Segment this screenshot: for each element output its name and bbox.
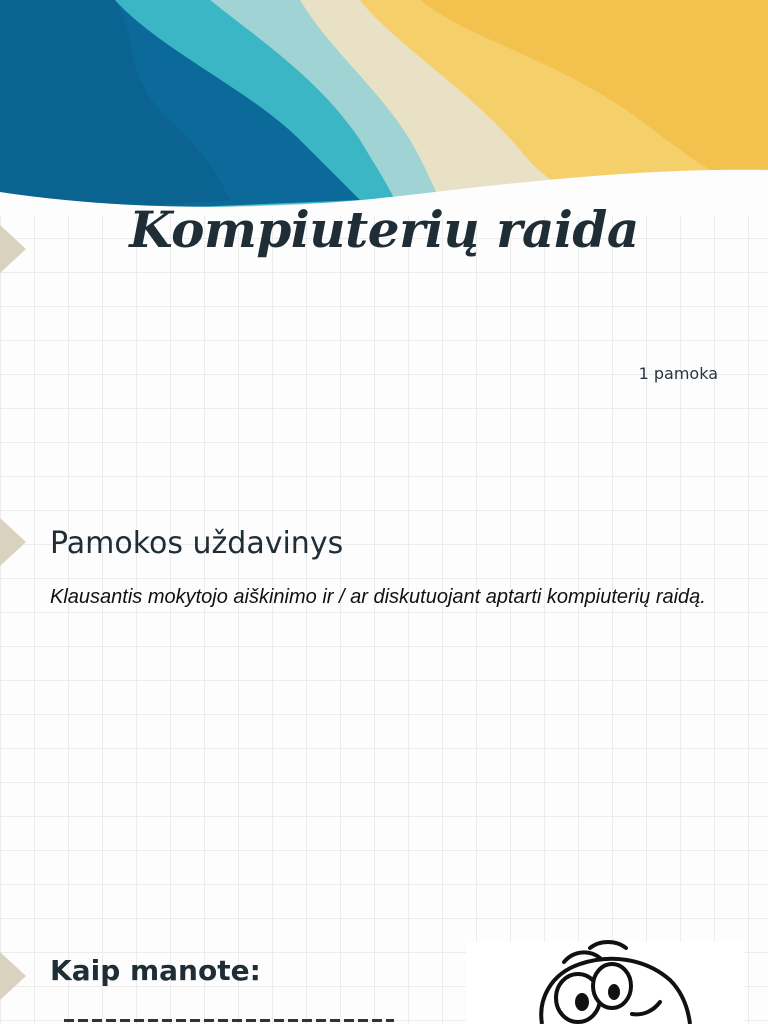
objective-text: Klausantis mokytojo aiškinimo ir / ar diskutuojant aptarti kompiuterių raidą. <box>50 586 706 608</box>
slide-title: Kompiuterių raida <box>129 200 639 259</box>
triangle-marker-icon <box>0 952 28 1000</box>
wave-banner-image <box>0 0 768 215</box>
question-heading: Kaip manote: <box>50 954 261 987</box>
objective-slide <box>0 432 768 864</box>
triangle-marker-icon <box>0 518 28 566</box>
objective-heading: Pamokos uždavinys <box>50 526 344 561</box>
slide-subtitle: 1 pamoka <box>638 364 718 383</box>
smiley-face-icon <box>520 940 700 1024</box>
cut-off-text-line <box>64 1016 394 1022</box>
title-slide <box>0 0 768 432</box>
question-slide <box>0 864 768 1024</box>
